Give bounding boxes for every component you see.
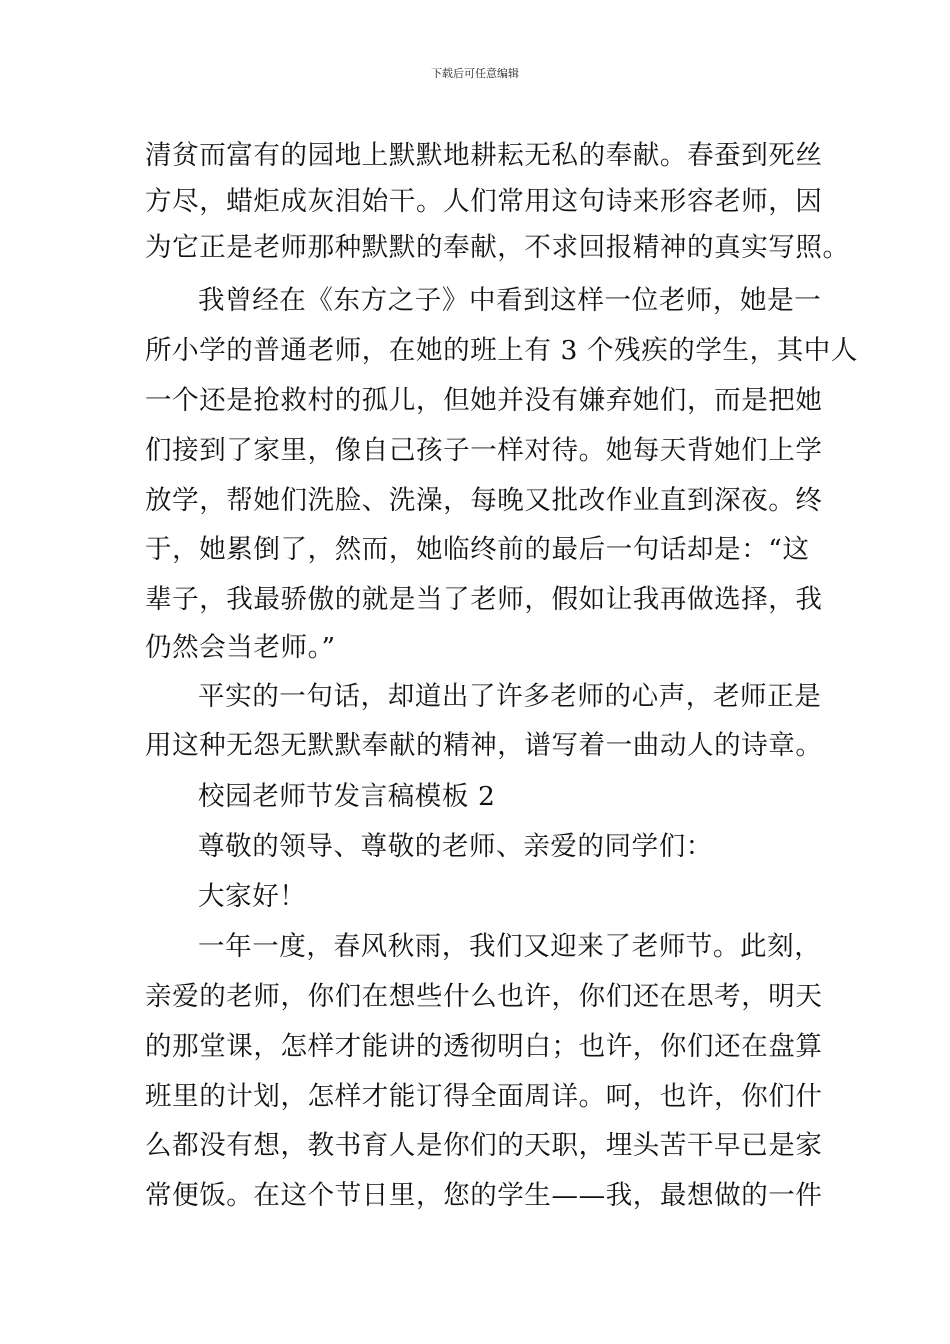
text-line: 班里的计划，怎样才能订得全面周详。呵，也许，你们什 — [145, 1081, 823, 1112]
text-line: 清贫而富有的园地上默默地耕耘无私的奉献。春蚕到死丝 — [145, 140, 823, 171]
text-line: 于，她累倒了，然而，她临终前的最后一句话却是：“这 — [145, 534, 810, 565]
text-line: 为它正是老师那种默默的奉献，不求回报精神的真实写照。 — [145, 232, 850, 263]
page-header: 下载后可任意编辑 — [431, 67, 519, 80]
text-line: 方尽，蜡炬成灰泪始干。人们常用这句诗来形容老师，因 — [145, 186, 823, 217]
text-line: 仍然会当老师。” — [145, 632, 336, 663]
text-line: 放学，帮她们洗脸、洗澡，每晚又批改作业直到深夜。终 — [145, 485, 823, 516]
paragraph-first-line: 平实的一句话，却道出了许多老师的心声，老师正是 — [198, 681, 822, 712]
text-line: 亲爱的老师，你们在想些什么也许，你们还在思考，明天 — [145, 981, 823, 1012]
text-line: 所小学的普通老师，在她的班上有 3 个残疾的学生，其中人 — [145, 335, 859, 366]
salutation: 尊敬的领导、尊敬的老师、亲爱的同学们： — [198, 831, 713, 862]
text-line: 的那堂课，怎样才能讲的透彻明白；也许，你们还在盘算 — [145, 1031, 823, 1062]
greeting: 大家好！ — [198, 881, 307, 912]
text-line: 常便饭。在这个节日里，您的学生——我，最想做的一件 — [145, 1180, 823, 1211]
text-line: 们接到了家里，像自己孩子一样对待。她每天背她们上学 — [145, 435, 823, 466]
text-line: 用这种无怨无默默奉献的精神，谱写着一曲动人的诗章。 — [145, 730, 823, 761]
text-line: 么都没有想，教书育人是你们的天职，埋头苦干早已是家 — [145, 1130, 823, 1161]
section-heading: 校园老师节发言稿模板 2 — [198, 781, 496, 812]
paragraph-first-line: 一年一度，春风秋雨，我们又迎来了老师节。此刻， — [198, 931, 822, 962]
paragraph-first-line: 我曾经在《东方之子》中看到这样一位老师，她是一 — [198, 285, 822, 316]
text-line: 辈子，我最骄傲的就是当了老师，假如让我再做选择，我 — [145, 584, 823, 615]
text-line: 一个还是抢救村的孤儿，但她并没有嫌弃她们，而是把她 — [145, 385, 823, 416]
